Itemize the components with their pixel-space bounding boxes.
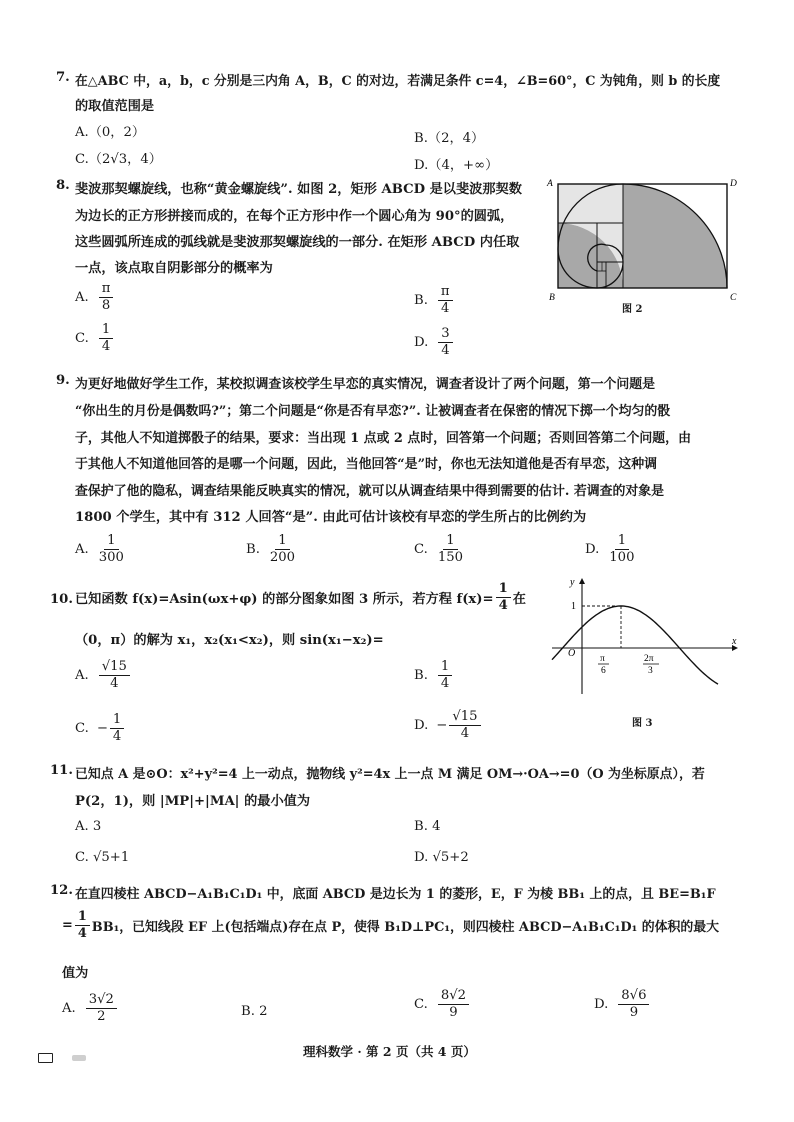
q7-stem-line2: 的取值范围是 — [75, 99, 155, 114]
q8-option-d[interactable]: D. $\frac{3}{4}$ — [414, 327, 455, 358]
x-tick-pi-over-6-den: 6 — [601, 666, 606, 676]
q10-number: 10. — [50, 592, 73, 607]
x-tick-pi-over-6-num: π — [600, 654, 605, 664]
figure-2-caption: 图 2 — [622, 304, 643, 315]
q8-stem-line2: 为边长的正方形拼接而成的，在每个正方形中作一个圆心角为 90°的圆弧， — [75, 209, 514, 224]
vertex-b: B — [549, 293, 555, 303]
q10-stem-line2: （0，π）的解为 x₁，x₂(x₁<x₂)，则 sin(x₁−x₂)= — [75, 633, 384, 648]
q12-number: 12. — [50, 883, 73, 898]
page-corner-mark — [38, 1053, 53, 1063]
q9-stem-line1: 为更好地做好学生工作，某校拟调查该校学生早恋的真实情况，调查者设计了两个问题，第一个问题是 — [75, 377, 656, 392]
q12-stem-line2: = $\frac{1}{4}$ BB₁，已知线段 EF 上(包括端点)存在点 P，使得 B₁D⊥PC₁，则四棱柱 ABCD−A₁B₁C₁D₁ 的体积的最大 — [62, 909, 720, 941]
q12-stem-line3: 值为 — [62, 966, 89, 981]
q9-stem-line5: 查保护了他的隐私，调查结果能反映真实的情况，就可以从调查结果中得到需要的估计. 若调查的对象是 — [75, 484, 665, 499]
fraction: $\frac{1}{200}$ — [269, 533, 296, 565]
q12-option-d[interactable]: D. $\frac{8√6}{9}$ — [594, 989, 651, 1020]
figure-3-caption: 图 3 — [632, 718, 653, 729]
fraction: $\frac{1}{300}$ — [98, 533, 124, 565]
fraction: $\frac{1}{150}$ — [437, 533, 463, 565]
q7-stem-line1: 在△ABC 中，a，b，c 分别是三内角 A，B，C 的对边，若满足条件 c=4，∠B=60°，C 为钝角，则 b 的长度 — [75, 74, 721, 89]
q8-option-a[interactable]: A. $\frac{\pi}{8}$ — [75, 282, 115, 313]
q9-option-b[interactable]: B. $\frac{1}{200}$ — [246, 533, 296, 565]
q10-option-b[interactable]: B. $\frac{1}{4}$ — [414, 660, 454, 691]
q9-number: 9. — [56, 373, 70, 388]
q8-stem-line3: 这些圆弧所连成的弧线就是斐波那契螺旋线的一部分. 在矩形 ABCD 内任取 — [75, 235, 520, 250]
q10-option-a[interactable]: A. $\frac{√15}{4}$ — [75, 660, 132, 691]
y-axis-arrow — [579, 578, 585, 584]
fraction: $\frac{8√2}{9}$ — [438, 989, 469, 1020]
q12-option-c[interactable]: C. $\frac{8√2}{9}$ — [414, 989, 471, 1020]
q9-option-c[interactable]: C. $\frac{1}{150}$ — [414, 533, 463, 565]
q8-stem-line4: 一点，该点取自阴影部分的概率为 — [75, 261, 273, 276]
x-tick-2pi-over-3-den: 3 — [648, 666, 653, 676]
fraction: $\frac{1}{4}$ — [75, 910, 90, 940]
footer-smudge — [72, 1055, 86, 1061]
q11-number: 11. — [50, 763, 73, 778]
q8-option-b[interactable]: B. $\frac{\pi}{4}$ — [414, 285, 455, 316]
fraction: $\frac{8√6}{9}$ — [618, 989, 649, 1020]
q7-option-c[interactable]: C.（2√3，4） — [75, 152, 162, 167]
fraction: $\frac{1}{4}$ — [99, 323, 113, 354]
vertex-d: D — [730, 179, 737, 189]
fraction: $\frac{\pi}{8}$ — [99, 282, 114, 313]
q11-option-a[interactable]: A. 3 — [75, 819, 102, 834]
q7-option-a[interactable]: A.（0，2） — [75, 125, 146, 140]
y-axis-label: y — [570, 577, 575, 588]
q12-option-b[interactable]: B. 2 — [241, 1004, 268, 1019]
vertex-c: C — [730, 293, 737, 303]
page-footer: 理科数学 · 第 2 页（共 4 页） — [303, 1044, 476, 1059]
q11-stem-line2: P(2，1)，则 |MP|+|MA| 的最小值为 — [75, 794, 311, 809]
q9-option-d[interactable]: D. $\frac{1}{100}$ — [585, 533, 635, 565]
x-tick-2pi-over-3-num: 2π — [644, 654, 654, 664]
fraction: $\frac{√15}{4}$ — [449, 710, 480, 741]
origin-label: O — [568, 648, 576, 659]
q9-stem-line6: 1800 个学生，其中有 312 人回答“是”. 由此可估计该校有早恋的学生所占的比例约为 — [75, 510, 587, 525]
fraction: $\frac{1}{100}$ — [609, 533, 635, 565]
q11-option-b[interactable]: B. 4 — [414, 819, 441, 834]
q12-option-a[interactable]: A. $\frac{3√2}{2}$ — [62, 993, 119, 1024]
q10-stem-line1: 已知函数 f(x)=Asin(ωx+φ) 的部分图象如图 3 所示，若方程 f(x)= $\frac{1}{4}$ 在 — [75, 581, 526, 613]
x-axis-label: x — [732, 636, 737, 647]
q8-stem-line1: 斐波那契螺旋线，也称“黄金螺旋线”. 如图 2，矩形 ABCD 是以斐波那契数 — [75, 182, 522, 197]
q9-option-a[interactable]: A. $\frac{1}{300}$ — [75, 533, 124, 565]
sine-curve — [552, 606, 718, 684]
vertex-a: A — [547, 179, 553, 189]
q12-stem-line1: 在直四棱柱 ABCD−A₁B₁C₁D₁ 中，底面 ABCD 是边长为 1 的菱形，E，F 为棱 BB₁ 上的点，且 BE=B₁F — [75, 887, 716, 902]
figure-2-fibonacci-rectangle — [544, 172, 737, 312]
q11-option-d[interactable]: D. √5+2 — [414, 850, 469, 865]
q9-stem-line2: “你出生的月份是偶数吗?”；第二个问题是“你是否有早恋?”. 让被调查者在保密的情况下掷一个均匀的骰 — [75, 404, 671, 419]
fraction: $\frac{1}{4}$ — [110, 713, 124, 744]
fraction: $\frac{3√2}{2}$ — [86, 993, 117, 1024]
q10-option-d[interactable]: D. − $\frac{√15}{4}$ — [414, 710, 483, 741]
q11-option-c[interactable]: C. √5+1 — [75, 850, 130, 865]
fraction: $\frac{√15}{4}$ — [99, 660, 130, 691]
y-tick-one: 1 — [571, 601, 576, 612]
q9-stem-line3: 子，其他人不知道掷骰子的结果，要求：当出现 1 点或 2 点时，回答第一个问题；否则回答第二个问题，由 — [75, 431, 691, 446]
q9-stem-line4: 于其他人不知道他回答的是哪一个问题，因此，当他回答“是”时，你也无法知道他是否有早恋，这种调 — [75, 457, 658, 472]
fraction: $\frac{1}{4}$ — [496, 582, 511, 613]
fraction: $\frac{1}{4}$ — [438, 660, 452, 691]
q7-option-d[interactable]: D.（4，+∞） — [414, 158, 499, 173]
q8-number: 8. — [56, 178, 70, 193]
q11-stem-line1: 已知点 A 是⊙O：x²+y²=4 上一动点，抛物线 y²=4x 上一点 M 满足 OM→·OA→=0（O 为坐标原点），若 — [75, 767, 705, 782]
q7-number: 7. — [56, 70, 70, 85]
figure-3-sine-graph — [548, 574, 744, 704]
q8-option-c[interactable]: C. $\frac{1}{4}$ — [75, 323, 115, 354]
fraction: $\frac{3}{4}$ — [438, 327, 452, 358]
q7-option-b[interactable]: B.（2，4） — [414, 131, 485, 146]
q10-option-c[interactable]: C. − $\frac{1}{4}$ — [75, 713, 126, 744]
fraction: $\frac{\pi}{4}$ — [438, 285, 453, 316]
